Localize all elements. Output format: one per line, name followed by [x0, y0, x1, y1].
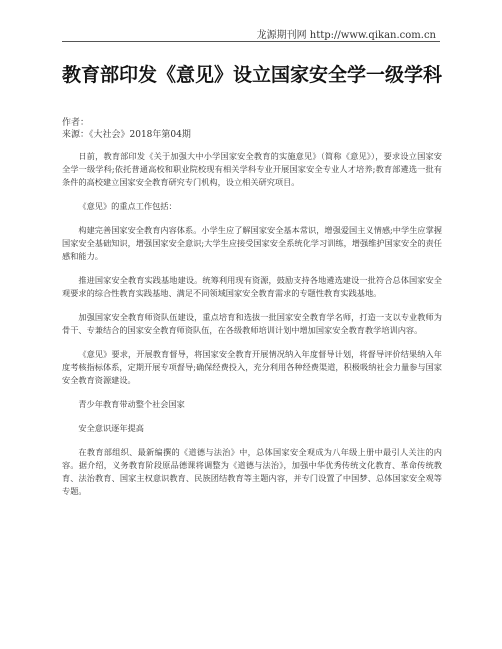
paragraph: 在教育部组织、最新编撰的《道德与法治》中，总体国家安全观成为八年级上册中最引人关注的内容。据介绍，义务教育阶段原品德课将调整为《道德与法治》，加强中华优秀传统文化教育、革命传统教育、法治教育、国家主权意识教育、民族团结教育等主题内容，并专门设置了中国梦、总体国家安全观等专题。	[62, 447, 442, 496]
paragraph: 推进国家安全教育实践基地建设。统筹利用现有资源，鼓励支持各地遴选建设一批符合总体国家安全观要求的综合性教育实践基地、满足不同领域国家安全教育需求的专题性教育实践基地。	[62, 275, 442, 298]
section-heading: 青少年教育带动整个社会国家	[78, 399, 185, 409]
author-line: 作者：	[62, 118, 90, 128]
section-heading: 安全意识逐年提高	[78, 423, 144, 433]
article-title: 教育部印发《意见》设立国家安全学一级学科	[62, 64, 443, 86]
paragraph: 日前，教育部印发《关于加强大中小学国家安全教育的实施意见》（简称《意见》），要求设立国家安全学一级学科;依托普通高校和职业院校现有相关学科专业开展国家安全专业人才培养;教育部遴选一批有条件的高校建立国家安全教育研究专门机构，设立相关研究项目。	[62, 151, 442, 187]
source-line: 来源：《大社会》2018年第04期	[62, 130, 191, 140]
site-header: 龙源期刊网 http://www.qikan.com.cn	[256, 30, 436, 41]
paragraph: 加强国家安全教育师资队伍建设，重点培育和选拔一批国家安全教育学名师，打造一支以专业教师为骨干、专兼结合的国家安全教育师资队伍，在各级教师培训计划中增加国家安全教育教学培训内容。	[62, 312, 442, 335]
paragraph: 《意见》要求，开展教育督导，将国家安全教育开展情况纳入年度督导计划，将督导评价结果纳入年度考核指标体系，定期开展专项督导;确保经费投入，充分利用各种经费渠道，积极吸纳社会力量参与国家安全教育资源建设。	[62, 349, 442, 385]
header-divider	[62, 41, 440, 42]
paragraph: 《意见》的重点工作包括：	[78, 201, 177, 211]
article-body	[62, 150, 442, 509]
paragraph: 构建完善国家安全教育内容体系。小学生应了解国家安全基本常识，增强爱国主义情感;中学生应掌握国家安全基础知识，增强国家安全意识;大学生应接受国家安全系统化学习训练，增强维护国家安全的责任感和能力。	[62, 225, 442, 261]
